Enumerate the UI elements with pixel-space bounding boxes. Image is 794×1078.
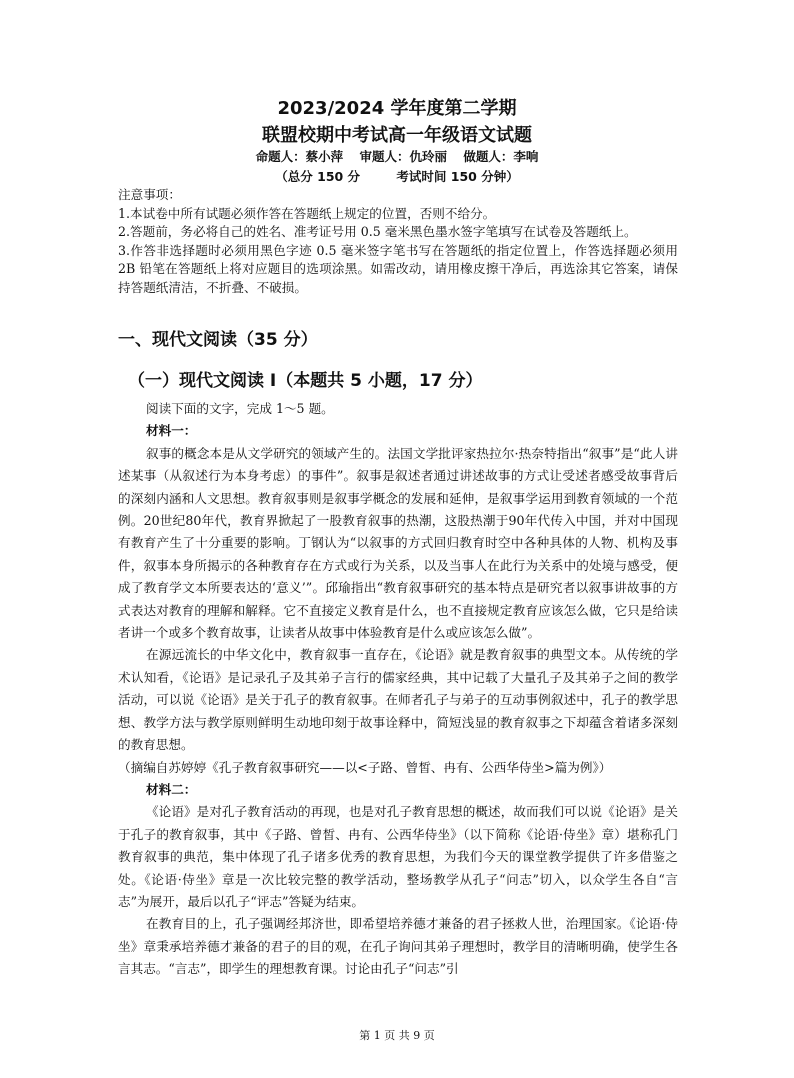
material-one-paragraph: 叙事的概念本是从文学研究的领域产生的。法国文学批评家热拉尔·热奈特指出“叙事”是“此人讲述某事（从叙述行为本身考虑）的事件”。叙事是叙述者通过讲述故事的方式让受述者感受故事背后的深刻内涵和人文思想。教育叙事则是叙事学概念的发展和延伸，是叙事学运用到教育领域的一个范例。20世纪80年代，教育界掀起了一股教育叙事的热潮，这股热潮于90年代传入中国，并对中国现有教育产生了十分重要的影响。丁钢认为“以叙事的方式回归教育时空中各种具体的人物、机构及事件，叙事本身所揭示的各种教育存在方式或行为关系，以及当事人在此行为关系中的处境与感受，便成了教育学文本所要表达的‘意义’”。邱瑜指出“教育叙事研究的基本特点是研究者以叙事讲故事的方式表达对教育的理解和解释。它不直接定义教育是什么，也不直接规定教育应该怎么做，它只是给读者讲一个或多个教育故事，让读者从故事中体验教育是什么或应该怎么做”。: [118, 445, 678, 641]
notes-heading: 注意事项：: [118, 187, 181, 202]
material-one-label: 材料一：: [146, 423, 197, 439]
material-two-paragraph: 在教育目的上，孔子强调经邦济世，即希望培养德才兼备的君子拯救人世，治理国家。《论语·侍坐》章秉承培养德才兼备的君子的目的观，在孔子询问其弟子理想时，教学目的清晰明确，使学生各言其志。“言志”，即学生的理想教育课。讨论由孔子“问志”引: [118, 916, 678, 977]
reviewer: 审题人：仇玲丽: [359, 149, 447, 164]
material-two-paragraph: 《论语》是对孔子教育活动的再现，也是对孔子教育思想的概述，故而我们可以说《论语》是关于孔子的教育叙事，其中《子路、曾皙、冉有、公西华侍坐》（以下简称《论语·侍坐》章）堪称孔门教育叙事的典范，集中体现了孔子诸多优秀的教育思想，为我们今天的课堂教学提供了许多借鉴之处。《论语·侍坐》章是一次比较完整的教学活动，整场教学从孔子“问志”切入，以众学生各自“言志”为展开，最后以孔子“评志”答疑为结束。: [118, 804, 678, 909]
instruction-text: 阅读下面的文字，完成 1～5 题。: [146, 401, 334, 416]
subsection-heading: （一）现代文阅读 I（本题共 5 小题，17 分）: [128, 371, 483, 391]
setter: 命题人：蔡小萍: [255, 149, 344, 164]
note-item: 3.作答非选择题时必须用黑色字迹 0.5 毫米签字笔书写在答题纸的指定位置上，作答选择题必须用 2B 铅笔在答题纸上将对应题目的选项涂黑。如需改动，请用橡皮擦干净后，再选涂其它答案，请保持答题纸清洁，不折叠、不破损。: [118, 242, 678, 295]
note-item: 2.答题前，务必将自己的姓名、准考证号用 0.5 毫米黑色墨水签字笔填写在试卷及答题纸上。: [118, 224, 637, 240]
exam-term-title: 2023/2024 学年度第二学期: [277, 98, 517, 119]
material-one-paragraph: 在源远流长的中华文化中，教育叙事一直存在，《论语》就是教育叙事的典型文本。从传统的学术认知看，《论语》是记录孔子及其弟子言行的儒家经典，其中记载了大量孔子及其弟子之间的教学活动，可以说《论语》是关于孔子的教育叙事。在师者孔子与弟子的互动事例叙述中，孔子的教学思想、教学方法与教学原则鲜明生动地印刻于故事诠释中，简短浅显的教育叙事之下却蕴含着诸多深刻的教育思想。: [118, 647, 678, 753]
exam-title: 联盟校期中考试高一年级语文试题: [262, 125, 532, 146]
notes-block: [118, 186, 678, 298]
page-number: 第 1 页 共 9 页: [359, 1029, 435, 1042]
material-two-label: 材料二：: [146, 781, 197, 797]
note-item: 1.本试卷中所有试题必须作答在答题纸上规定的位置，否则不给分。: [118, 205, 496, 221]
total-score: （总分 150 分: [275, 169, 361, 184]
reading-passage: [118, 398, 678, 981]
section-heading: 一、现代文阅读（35 分）: [118, 330, 318, 350]
duration: 考试时间 150 分钟）: [396, 169, 519, 184]
authors-line: [0, 147, 794, 165]
material-one-source: （摘编自苏婷婷《孔子教育叙事研究——以<子路、曾皙、冉有、公西华侍坐>篇为例》）: [118, 759, 612, 775]
exam-meta-line: [0, 167, 794, 185]
solver: 做题人：李响: [463, 149, 539, 164]
